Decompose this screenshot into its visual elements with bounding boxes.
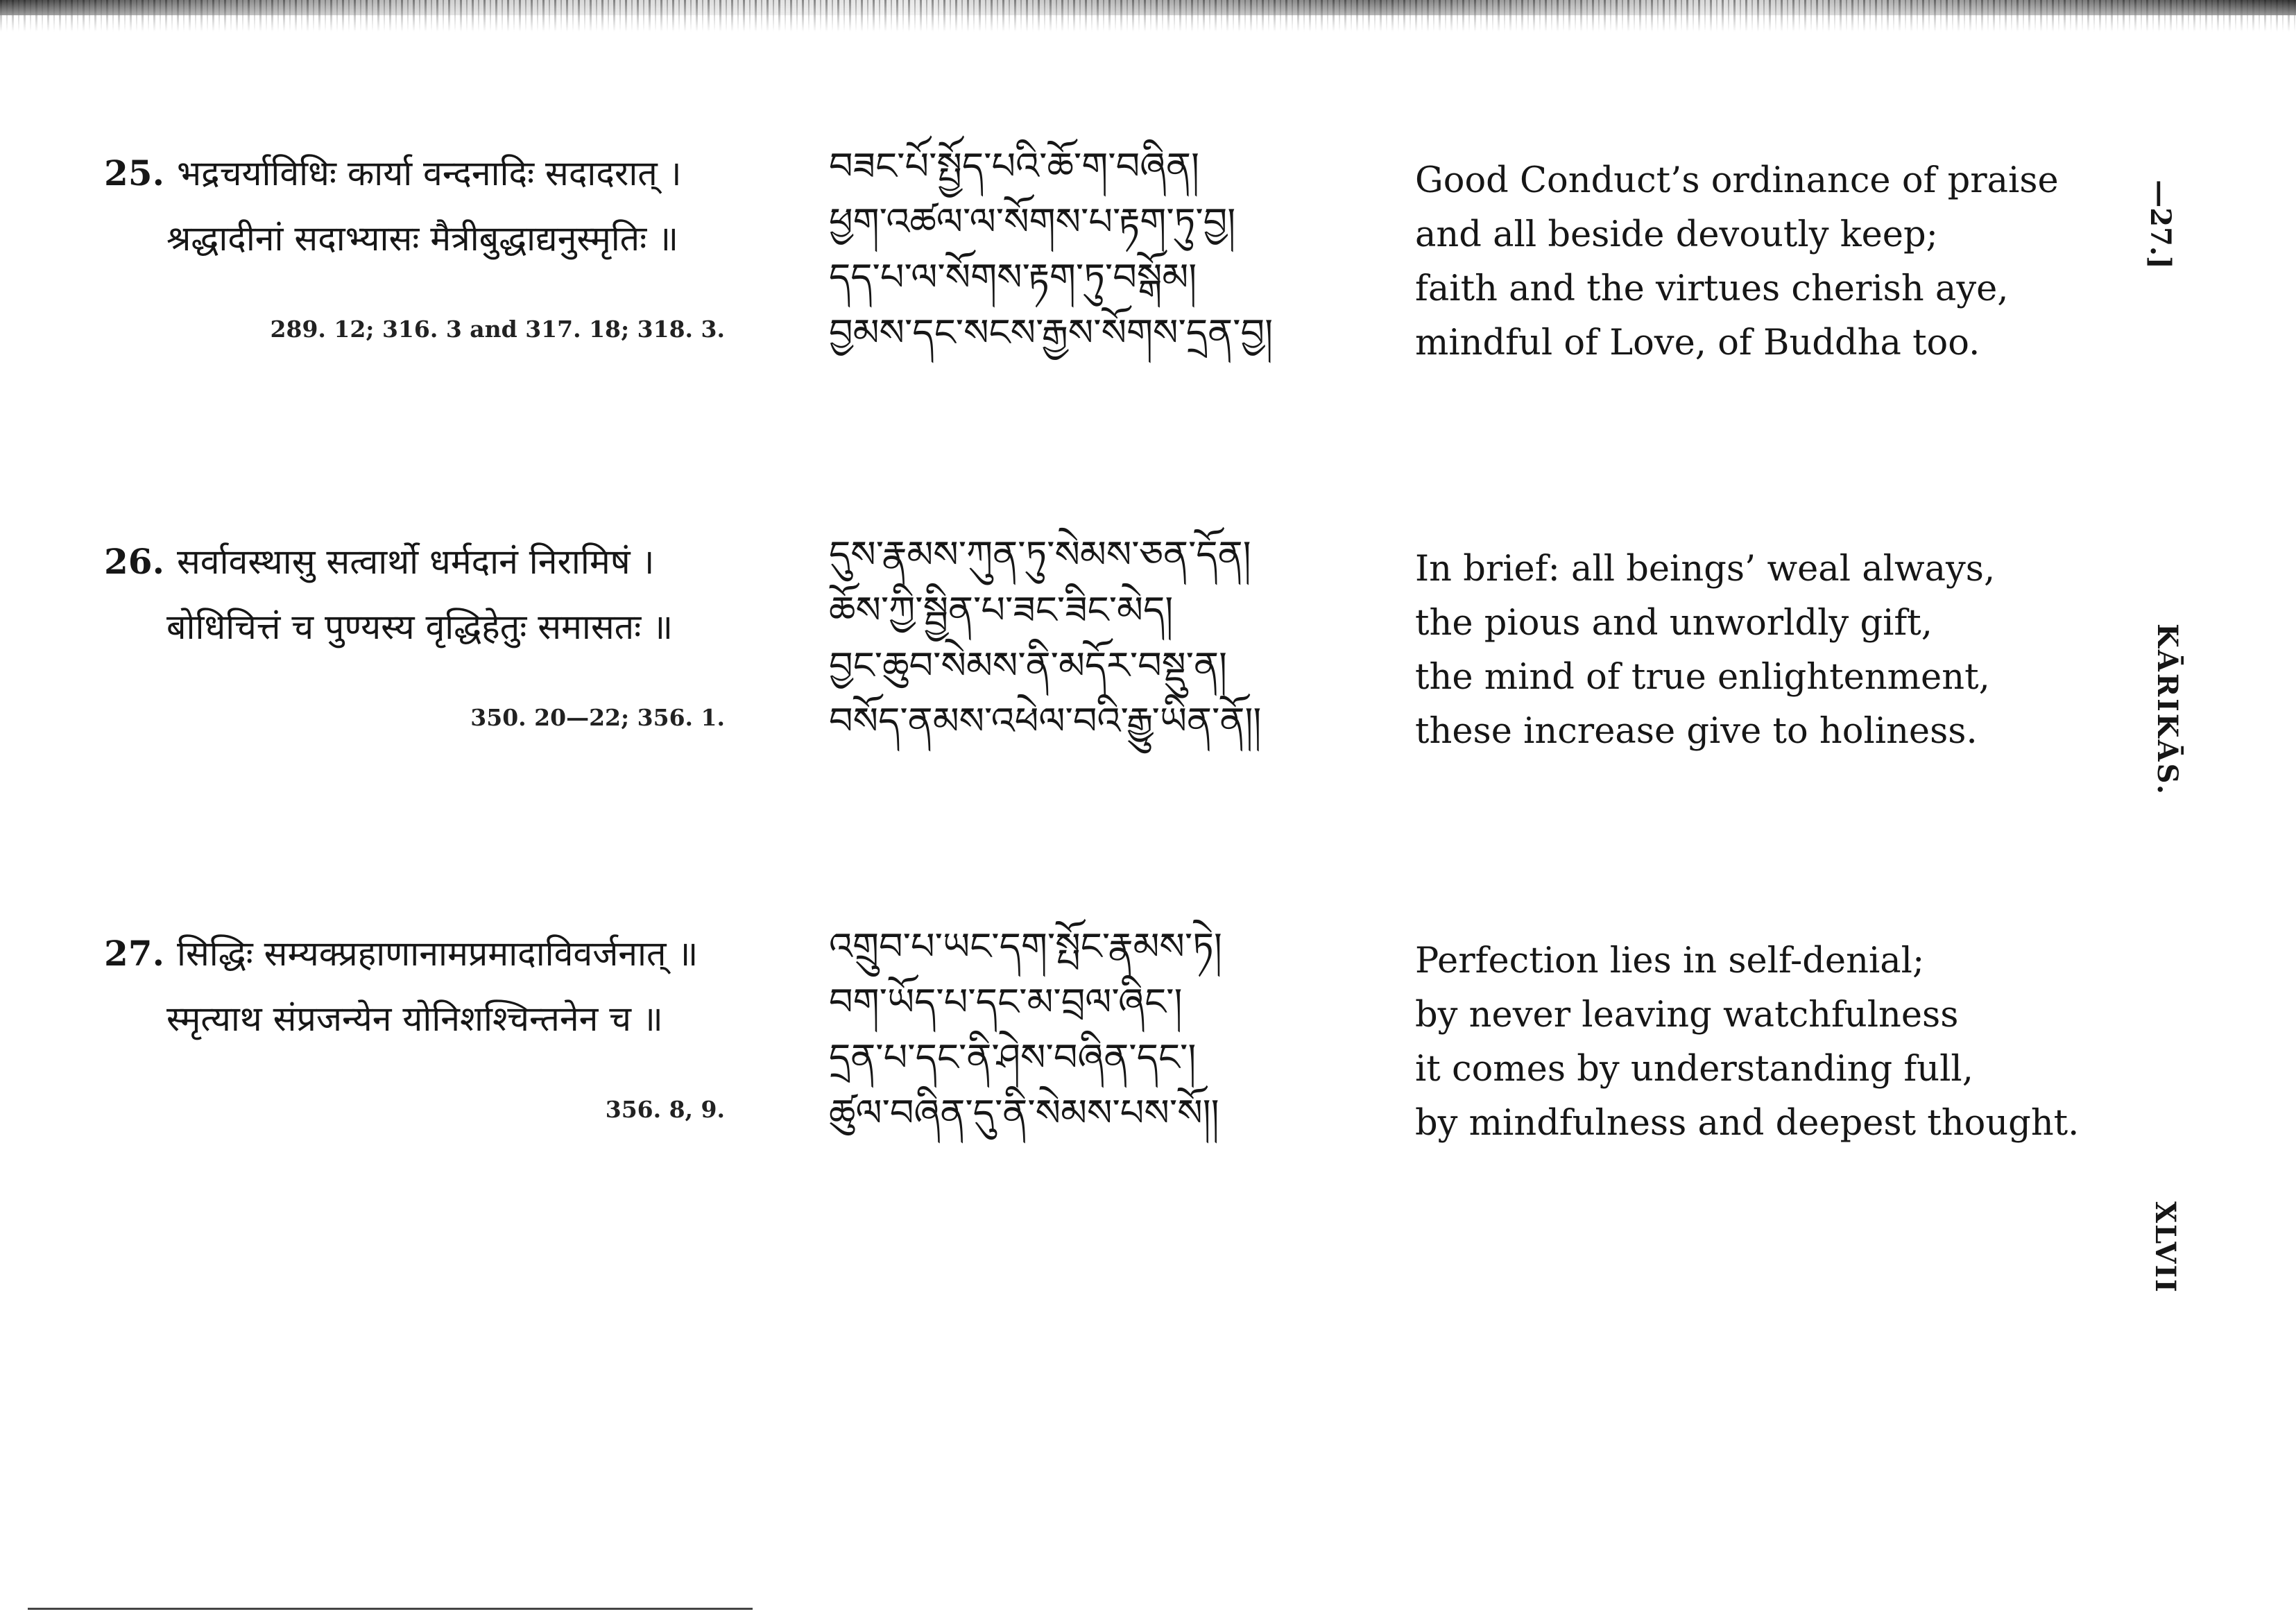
scan-edge-shading bbox=[0, 0, 2296, 32]
english-line: by mindfulness and deepest thought. bbox=[1415, 1103, 2080, 1144]
english-line: faith and the virtues cherish aye, bbox=[1415, 268, 2009, 309]
tibetan-verse bbox=[829, 919, 1222, 1141]
sanskrit-text: भद्रचर्याविधिः कार्या वन्दनादिः सदादरात् । bbox=[177, 153, 682, 194]
sanskrit-text: सर्वावस्थासु सत्वार्थो धर्मदानं निरामिषं । bbox=[177, 542, 655, 582]
stanza-number: 25. bbox=[104, 153, 164, 194]
english-line: mindful of Love, of Buddha too. bbox=[1415, 323, 1980, 363]
footer-rule bbox=[28, 1608, 753, 1610]
english-verse bbox=[1415, 542, 1995, 759]
english-verse bbox=[1415, 154, 2059, 370]
sanskrit-text: सिद्धिः सम्यक्प्रहाणानामप्रमादाविवर्जनात् ॥ bbox=[177, 934, 699, 974]
sanskrit-line-1 bbox=[104, 540, 654, 584]
tibetan-line: བག་ཡོད་པ་དང་མ་བྲལ་ཞིང་། bbox=[829, 980, 1183, 1024]
english-line: by never leaving watchfulness bbox=[1415, 995, 1959, 1036]
sanskrit-line-2: स्मृत्याथ संप्रजन्येन योनिशश्चिन्तनेन च ॥ bbox=[166, 999, 663, 1039]
tibetan-line: བྱང་ཆུབ་སེམས་ནི་མདོར་བསྡུ་ན། bbox=[829, 644, 1227, 687]
references: 350. 20—22; 356. 1. bbox=[470, 704, 725, 731]
sanskrit-line-2: बोधिचित्तं च पुण्यस्य वृद्धिहेतुः समासतः ॥ bbox=[166, 607, 674, 647]
tibetan-line: དུས་རྣམས་ཀུན་ཏུ་སེམས་ཅན་དོན། bbox=[829, 533, 1251, 576]
tibetan-line: ཚུལ་བཞིན་དུ་ནི་སེམས་པས་སོ།། bbox=[829, 1091, 1219, 1135]
sanskrit-line-2: श्रद्धादीनां सदाभ्यासः मैत्रीबुद्धाद्यनुस्मृतिः ॥ bbox=[166, 218, 679, 259]
tibetan-line: བསོད་ནམས་འཕེལ་བའི་རྒྱུ་ཡིན་ནོ།། bbox=[829, 699, 1262, 743]
english-line: the mind of true enlightenment, bbox=[1415, 657, 1990, 698]
stanza-number: 27. bbox=[104, 933, 164, 974]
english-line: the pious and unworldly gift, bbox=[1415, 603, 1933, 644]
running-title: KĀRIKĀS. bbox=[2150, 624, 2184, 796]
tibetan-line: ཕྱག་འཚལ་ལ་སོགས་པ་རྟག་ཏུ་བྱ། bbox=[829, 200, 1236, 243]
page-number: —27.] bbox=[2143, 180, 2177, 269]
english-line: these increase give to holiness. bbox=[1415, 711, 1978, 752]
english-line: In brief: all beings’ weal always, bbox=[1415, 549, 1996, 590]
tibetan-line: དྲན་པ་དང་ནི་ཤེས་བཞིན་དང་། bbox=[829, 1036, 1197, 1079]
tibetan-line: འགྲུབ་པ་ཡང་དག་སྤོང་རྣམས་ཏེ། bbox=[829, 925, 1222, 968]
english-line: Perfection lies in self-denial; bbox=[1415, 941, 1925, 981]
stanza-number: 26. bbox=[104, 541, 164, 582]
references: 289. 12; 316. 3 and 317. 18; 318. 3. bbox=[270, 316, 725, 343]
roman-page-number: XLVII bbox=[2148, 1201, 2182, 1294]
tibetan-line: བྱམས་དང་སངས་རྒྱས་སོགས་དྲན་བྱ། bbox=[829, 311, 1274, 354]
references: 356. 8, 9. bbox=[605, 1096, 725, 1123]
tibetan-verse bbox=[829, 527, 1261, 749]
english-verse bbox=[1415, 934, 2079, 1151]
tibetan-verse bbox=[829, 139, 1273, 361]
english-line: Good Conduct’s ordinance of praise bbox=[1415, 160, 2059, 201]
tibetan-line: དད་པ་ལ་སོགས་རྟག་ཏུ་བསྒོམ། bbox=[829, 255, 1197, 299]
english-line: it comes by understanding full, bbox=[1415, 1049, 1973, 1090]
sanskrit-line-1 bbox=[104, 931, 698, 976]
english-line: and all beside devoutly keep; bbox=[1415, 214, 1938, 255]
tibetan-line: ཆོས་ཀྱི་སྦྱིན་པ་ཟང་ཟིང་མེད། bbox=[829, 588, 1174, 632]
sanskrit-line-1 bbox=[104, 151, 682, 196]
tibetan-line: བཟང་པོ་སྤྱོད་པའི་ཆོ་ག་བཞིན། bbox=[829, 144, 1200, 188]
